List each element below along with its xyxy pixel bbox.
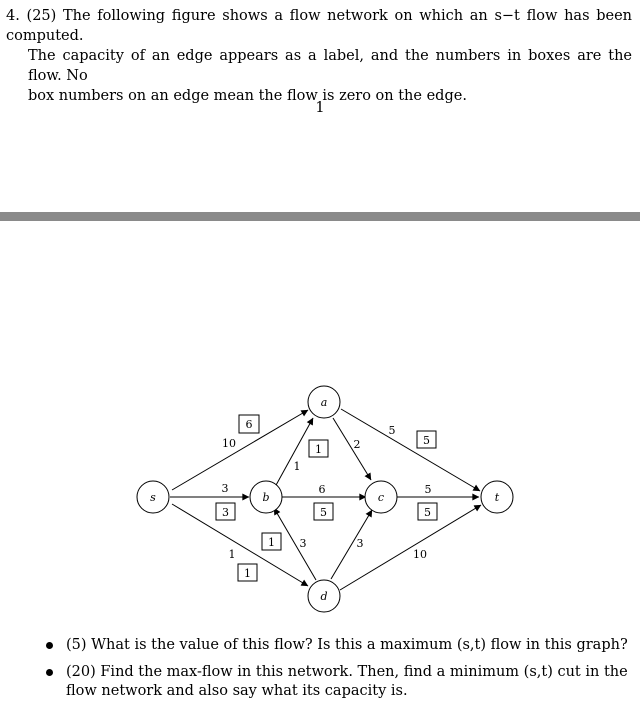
flow-b-c: 5: [320, 506, 327, 519]
question-2-text: (20) Find the max-flow in this network. Then, find a minimum (s,t) cut in the flow network and also say what its capacity is.: [66, 664, 628, 699]
capacity-s-a: 10: [222, 437, 236, 450]
problem-text-1: The following figure shows a flow network on which an s−t flow has been computed.: [6, 8, 632, 44]
edge-a-t: [341, 409, 480, 491]
node-t-label: t: [494, 491, 500, 504]
edge-d-c: [331, 510, 372, 579]
capacity-a-t: 5: [388, 424, 396, 437]
problem-text-3: box numbers on an edge mean the flow is zero on the edge.: [28, 88, 467, 104]
capacity-s-b: 3: [221, 482, 229, 495]
question-2: [40, 663, 630, 701]
page-number: 1: [315, 100, 325, 116]
node-d-label: d: [320, 590, 328, 603]
flow-c-t: 5: [424, 506, 431, 519]
flow-a-t: 5: [423, 434, 430, 447]
flow-s-b: 3: [222, 506, 229, 519]
problem-number: 4.: [6, 8, 20, 24]
bullet-dot-icon: [46, 642, 53, 649]
edge-b-a: [275, 418, 313, 487]
capacity-b-c: 6: [318, 483, 326, 496]
flow-s-d: 1: [244, 567, 251, 580]
question-1-text: (5) What is the value of this flow? Is this a maximum (s,t) flow in this graph?: [66, 637, 628, 653]
bullet-dot-icon: [46, 669, 53, 676]
flow-d-b: 1: [268, 536, 275, 549]
capacity-s-d: 1: [228, 548, 236, 561]
problem-text-2: The capacity of an edge appears as a label, and the numbers in boxes are the flow. No: [28, 48, 632, 84]
capacity-a-c: 2: [353, 438, 361, 451]
capacity-c-t: 5: [424, 483, 432, 496]
capacity-d-t: 10: [413, 548, 427, 561]
capacity-d-c: 3: [356, 537, 364, 550]
capacity-d-b: 3: [299, 537, 307, 550]
node-a-label: a: [320, 396, 328, 409]
problem-points: (25): [26, 8, 57, 24]
flow-s-a: 6: [245, 418, 253, 431]
edge-a-c: [333, 418, 371, 480]
question-list: [40, 636, 630, 709]
node-s-label: s: [150, 491, 156, 504]
capacity-b-a: 1: [293, 460, 301, 473]
node-c-label: c: [377, 491, 385, 504]
flow-b-a: 1: [315, 443, 322, 456]
node-b-label: b: [262, 491, 270, 504]
question-1: [40, 636, 630, 655]
